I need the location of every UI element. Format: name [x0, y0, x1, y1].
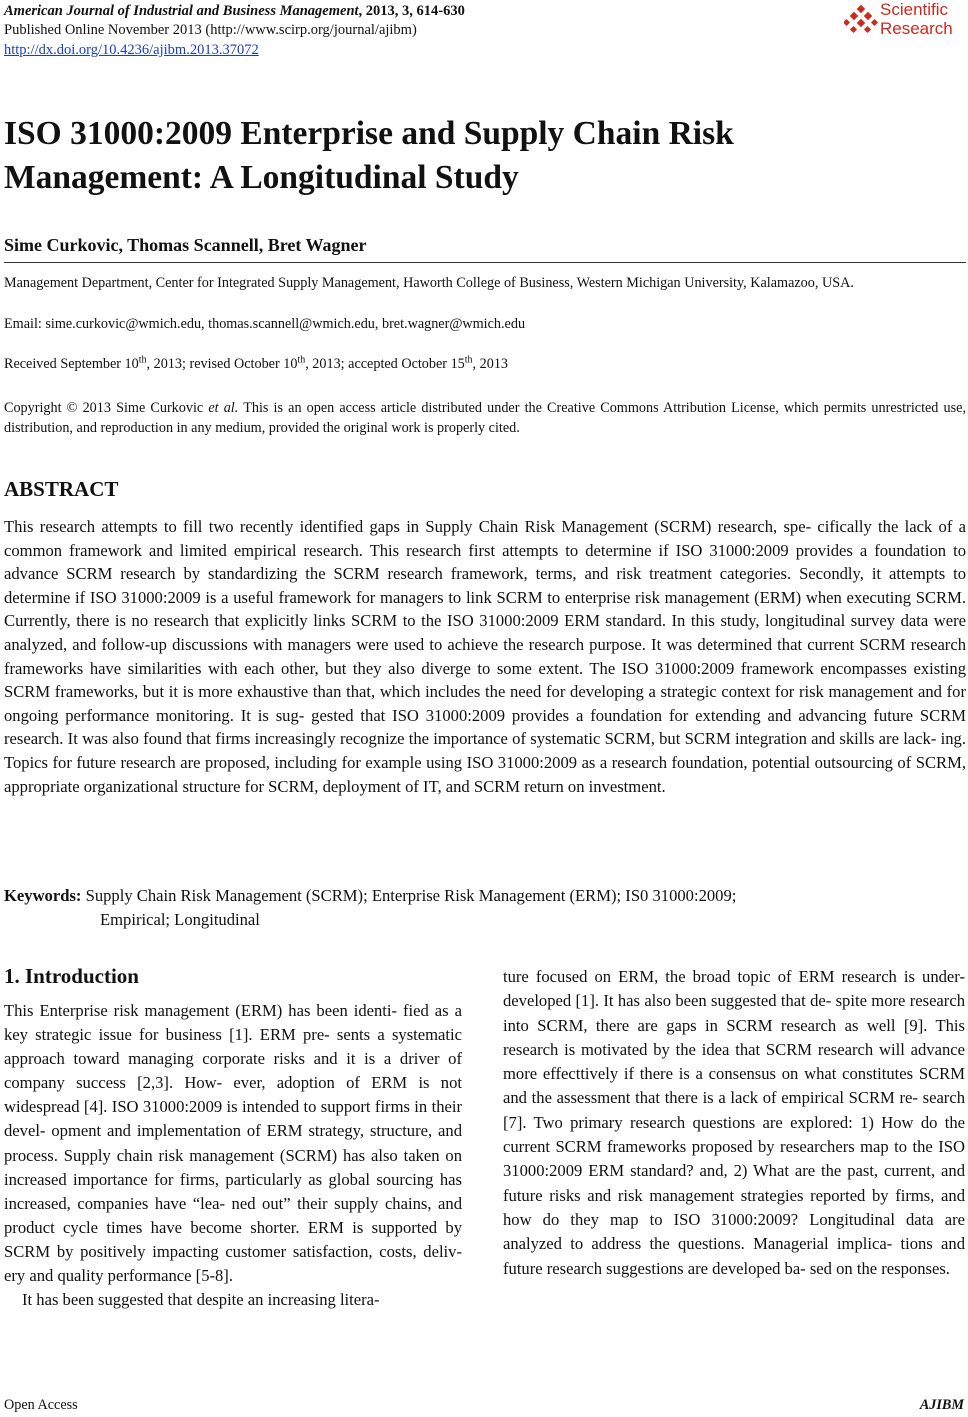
- intro-paragraph-1: This Enterprise risk management (ERM) has been identi- fied as a key strategic issue for business [1]. ERM pre- sents a systematic approach toward managing corporate risks and it is a driver of company success [2,3]. How- ever, adoption of ERM is not widespread [4]. ISO 31000:2009 is intended to support firms in their devel- opment and implementation of ERM strategy, structure, and process. Supply chain risk management (SCRM) has also taken on increased importance for firms, particularly as global sourcing has increased, companies have “lea- ned out” their supply chains, and product cycle times have become shorter. ERM is supported by SCRM by positively impacting customer satisfaction, costs, deliv- ery and quality performance [5-8].: [4, 1001, 462, 1286]
- keywords: [4, 884, 736, 908]
- logo-line-1: Scientific: [880, 0, 949, 19]
- footer-open-access: Open Access: [4, 1397, 78, 1413]
- affiliation: Management Department, Center for Integrated Supply Management, Haworth College of Business, Western Michigan University, Kalamazoo, USA.: [4, 275, 854, 291]
- publisher-logo: [844, 0, 964, 46]
- keywords-label: Keywords:: [4, 886, 82, 905]
- author-emails: Email: sime.curkovic@wmich.edu, thomas.scannell@wmich.edu, bret.wagner@wmich.edu: [4, 316, 526, 332]
- keywords-line-1: Supply Chain Risk Management (SCRM); Enterprise Risk Management (ERM); IS0 31000:2009;: [81, 886, 737, 905]
- journal-citation: [4, 2, 465, 20]
- abstract-text: This research attempts to fill two recently identified gaps in Supply Chain Risk Management (SCRM) research, spe- cifically the lack of a common framework and limited empirical research. This research first attempts to determine if ISO 31000:2009 provides a foundation to advance SCRM research by standardizing the SCRM research framework, terms, and risk treatment categories. Secondly, it attempts to determine if ISO 31000:2009 is a useful framework for managers to link SCRM to enterprise risk management (ERM) when executing SCRM. Currently, there is no research that explicitly links SCRM to the ISO 31000:2009 ERM standard. In this study, longitudinal survey data were analyzed, and follow-up discussions with managers were used to achieve the research purpose. It was determined that current SCRM research frameworks have similarities with each other, but they also diverge to some extent. The ISO 31000:2009 framework encompasses existing SCRM frameworks, but it is more exhaustive than that, which includes the need for developing a strategic context for risk management and for ongoing performance monitoring. It is sug- gested that ISO 31000:2009 provides a foundation for extending and advancing future SCRM research. It was also found that firms increasingly recognize the importance of systematic SCRM, but SCRM integration and skills are lack- ing. Topics for future research are proposed, including for example using ISO 31000:2009 as a research foundation, potential outsourcing of SCRM, appropriate organizational structure for SCRM, deployment of IT, and SCRM return on investment.: [4, 517, 966, 796]
- column-right: [503, 965, 965, 1281]
- abstract-heading: ABSTRACT: [4, 477, 119, 501]
- footer-journal-abbrev: AJIBM: [919, 1397, 964, 1413]
- journal-volume: , 2013, 3, 614-630: [358, 3, 465, 19]
- publication-info: Published Online November 2013 (http://www.scirp.org/journal/ajibm): [4, 22, 417, 38]
- paper-title: [4, 112, 944, 200]
- copyright-notice: Copyright © 2013 Sime Curkovic et al. This is an open access article distributed under the Creative Commons Attribution License, which permits unrestricted use, distribution, and reproduction in any medium, provided the original work is properly cited.: [4, 400, 966, 436]
- title-line-2: Management: A Longitudinal Study: [4, 159, 519, 196]
- authors: Sime Curkovic, Thomas Scannell, Bret Wagner: [4, 235, 367, 255]
- doi-link[interactable]: http://dx.doi.org/10.4236/ajibm.2013.37072: [4, 42, 259, 58]
- journal-name: American Journal of Industrial and Business Management: [4, 3, 359, 19]
- scientific-research-logo-icon: [844, 4, 878, 38]
- logo-line-2: Research: [880, 19, 953, 38]
- column-left: [4, 999, 462, 1312]
- received-dates: Received September 10th, 2013; revised October 10th, 2013; accepted October 15th, 2013: [4, 354, 509, 372]
- intro-paragraph-2: It has been suggested that despite an increasing litera-: [22, 1290, 380, 1310]
- title-line-1: ISO 31000:2009 Enterprise and Supply Chain Risk: [4, 115, 734, 152]
- intro-paragraph-2-cont: ture focused on ERM, the broad topic of ERM research is under-developed [1]. It has also been suggested that de- spite more research into SCRM, there are gaps in SCRM research as well [9]. This research is motivated by the idea that SCRM research will advance more effecttively if there is a consensus on what constitutes SCRM and the assessment that there is a lack of empirical SCRM re- search [7]. Two primary research questions are explored: 1) How do the current SCRM frameworks proposed by researchers map to the ISO 31000:2009 ERM standard? and, 2) What are the past, current, and future risks and risk management strategies reported by firms, and how do they map to ISO 31000:2009? Longitudinal data are analyzed to address the questions. Managerial implica- tions and future research suggestions are developed ba- sed on the responses.: [503, 967, 965, 1278]
- keywords-line-2: Empirical; Longitudinal: [100, 910, 260, 929]
- divider: [4, 262, 966, 263]
- section-heading-introduction: 1. Introduction: [4, 964, 139, 988]
